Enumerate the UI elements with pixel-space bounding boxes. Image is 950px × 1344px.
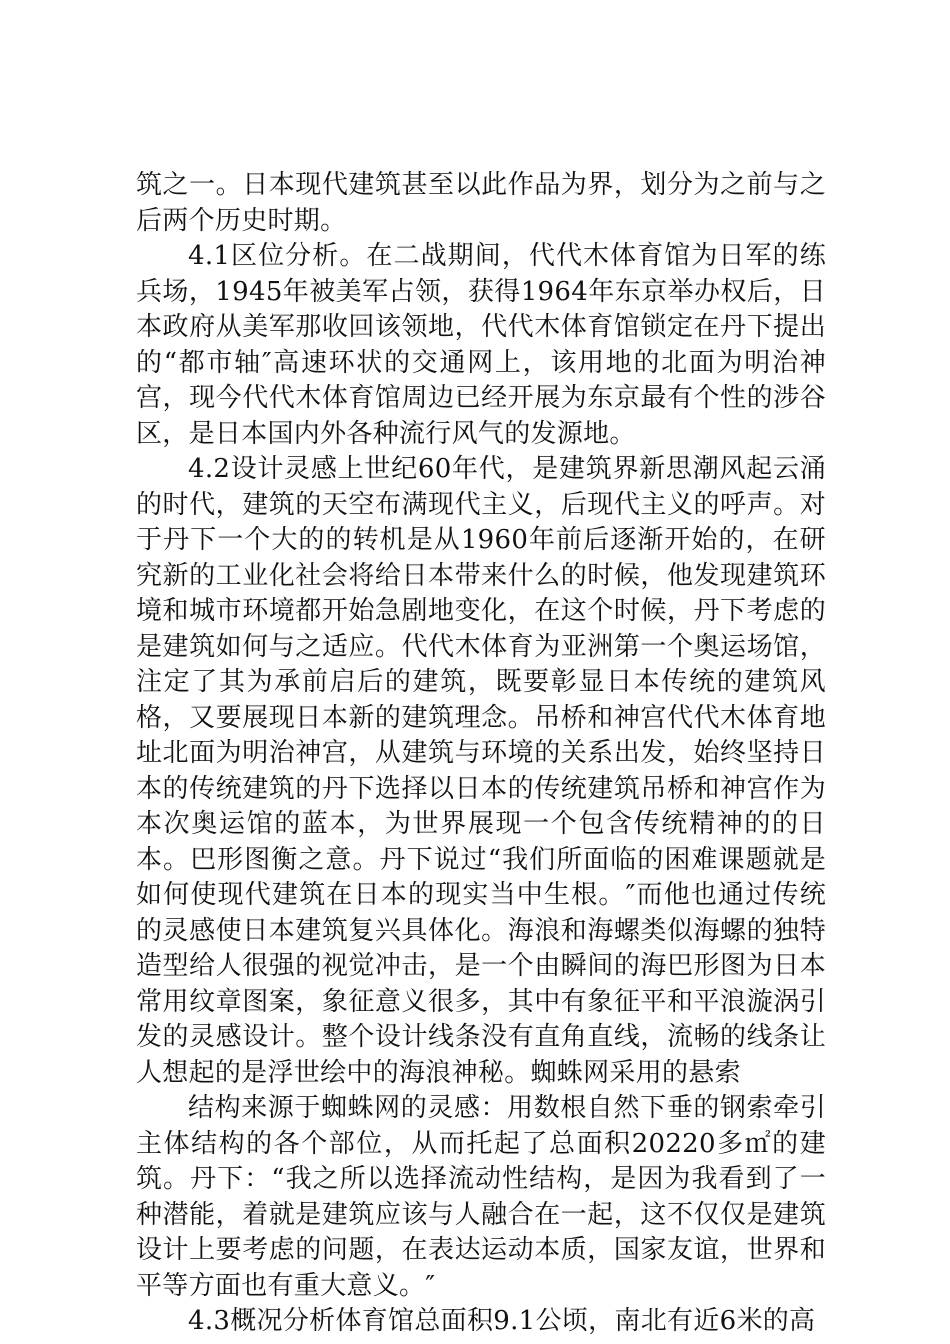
paragraph-continuation: 筑之一。日本现代建筑甚至以此作品为界，划分为之前与之后两个历史时期。 (136, 170, 826, 236)
paragraph-4-2-design-inspiration: 4.2设计灵感上世纪60年代，是建筑界新思潮风起云涌的时代，建筑的天空布满现代主义，后现代主义的呼声。对于丹下一个大的的转机是从1960年前后逐渐开始的，在研究新的工业化社会将给日本带来什么的时候，他发现建筑环境和城市环境都开始急剧地变化，在这个时候，丹下考虑的是建筑如何与之适应。代代木体育为亚洲第一个奥运场馆，注定了其为承前启后的建筑，既要彰显日本传统的建筑风格，又要展现日本新的建筑理念。吊桥和神宫代代木体育地址北面为明治神宫，从建筑与环境的关系出发，始终坚持日本的传统建筑的丹下选择以日本的传统建筑吊桥和神宫作为本次奥运馆的蓝本，为世界展现一个包含传统精神的的日本。巴形图衡之意。丹下说过“我们所面临的困难课题就是如何使现代建筑在日本的现实当中生根。″而他也通过传统的灵感使日本建筑复兴具体化。海浪和海螺类似海螺的独特造型给人很强的视觉冲击，是一个由瞬间的海巴形图为日本常用纹章图案，象征意义很多，其中有象征平和平浪漩涡引发的灵感设计。整个设计线条没有直角直线，流畅的线条让人想起的是浮世绘中的海浪神秘。蜘蛛网采用的悬索 (136, 454, 826, 1088)
body-text (136, 168, 826, 1340)
paragraph-4-1-location-analysis: 4.1区位分析。在二战期间，代代木体育馆为日军的练兵场，1945年被美军占领，获得1964年东京举办权后，日本政府从美军那收回该领地，代代木体育馆锁定在丹下提出的“都市轴″高速环状的交通网上，该用地的北面为明治神宫，现今代代木体育馆周边已经开展为东京最有个性的涉谷区，是日本国内外各种流行风气的发源地。 (136, 241, 826, 449)
paragraph-cable-structure: 结构来源于蜘蛛网的灵感：用数根自然下垂的钢索牵引主体结构的各个部位，从而托起了总面积20220多㎡的建筑。丹下：“我之所以选择流动性结构，是因为我看到了一种潜能，着就是建筑应该与人融合在一起，这不仅仅是建筑设计上要考虑的问题，在表达运动本质，国家友谊，世界和平等方面也有重大意义。″ (136, 1093, 826, 1301)
paragraph-4-3-overview: 4.3概况分析体育馆总面积9.1公顷，南北有近6米的高 (188, 1306, 816, 1336)
